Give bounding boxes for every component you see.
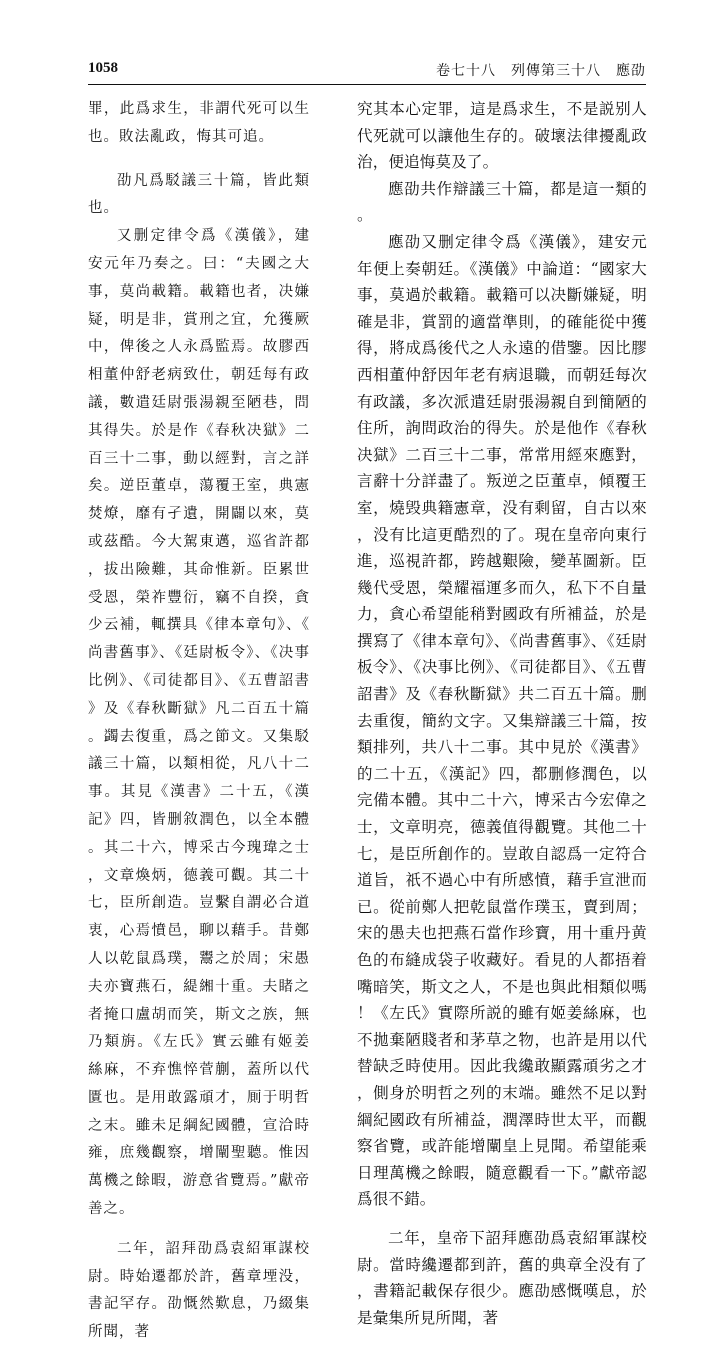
translation-paragraph: 二年，皇帝下詔拜應劭爲袁紹軍謀校尉。當時纔遷都到許，舊的典章全没有了，書籍記載保存很少。應劭感慨嘆息，於是彙集所見所聞，著 (357, 1228, 647, 1327)
running-title: 卷七十八 列傳第三十八 應劭 (436, 63, 646, 79)
classical-paragraph: 劭凡爲駁議三十篇，皆此類也。 (88, 172, 310, 217)
classical-paragraph: 罪，此爲求生，非謂代死可以生也。敗法亂政，悔其可追。 (88, 101, 310, 145)
page-header (88, 58, 646, 85)
classical-paragraph: 又删定律令爲《漢儀》，建安元年乃奏之。曰：“夫國之大事，莫尚載籍。載籍也者，决嫌疑，明是非，賞刑之宜，允獲厥中，俾後之人永爲監焉。故膠西相董仲舒老病致仕，朝廷每有政議，數遣廷尉張湯親至陋巷，問其得失。於是作《春秋决獄》二百三十二事，動以經對，言之詳矣。逆臣董卓，蕩覆王室，典憲焚燎，靡有孑遺，開闢以來，莫或茲酷。今大駕東邁，巡省許都，拔出險難，其命惟新。臣累世受恩，榮祚豐衍，竊不自揆，貪少云補，輒撰具《律本章句》、《尚書舊事》、《廷尉板令》、《决事比例》、《司徒都目》、《五曹詔書》及《春秋斷獄》凡二百五十篇。蠲去復重，爲之節文。又集駁議三十篇，以類相從，凡八十二事。其見《漢書》二十五，《漢記》四，皆删敘潤色，以全本體。其二十六，博采古今瑰瑋之士，文章煥炳，德義可觀。其二十七，臣所創造。豈繫自謂必合道衷，心焉憤邑，聊以藉手。昔鄭人以乾鼠爲璞，鬻之於周；宋愚夫亦寶燕石，緹緗十重。夫睹之者掩口盧胡而笑，斯文之族，無乃類旃。《左氏》實云雖有姬姜絲麻，不弃憔悴菅蒯，蓋所以代匱也。是用敢露頑才，厠于明哲之末。雖未足綱紀國體，宣洽時雍，庶幾觀察，增闡聖聽。惟因萬機之餘暇，游意省覽焉。”獻帝善之。 (88, 228, 310, 1218)
page-number: 1058 (88, 60, 118, 76)
classical-paragraph: 二年，詔拜劭爲袁紹軍謀校尉。時始遷都於許，舊章堙没，書記罕存。劭慨然歎息，乃綴集所聞，著 (88, 1240, 310, 1341)
translation-paragraph: 究其本心定罪，這是爲求生，不是説别人代死就可以讓他生存的。破壞法律擾亂政治，便追悔莫及了。 (357, 100, 647, 172)
translation-column (357, 96, 647, 1331)
classical-text-column (88, 96, 310, 1347)
translation-paragraph: 應劭共作辯議三十篇，都是這一類的。 (357, 179, 647, 225)
translation-paragraph: 應劭又删定律令爲《漢儀》，建安元年便上奏朝廷。《漢儀》中論道：“國家大事，莫過於載籍。載籍可以决斷嫌疑，明確是非，賞罰的適當準則，的確能從中獲得，將成爲後代之人永遠的借鑒。因比膠西相董仲舒因年老有病退職，而朝廷每次有政議，多次派遣廷尉張湯親自到簡陋的住所，詢問政治的得失。於是他作《春秋决獄》二百三十二事，常常用經來應對，言辭十分詳盡了。叛逆之臣董卓，傾覆王室，燒毁典籍憲章，没有剩留，自古以來，没有比這更酷烈的了。現在皇帝向東行進，巡視許都，跨越艱險，變革圖新。臣幾代受恩，榮耀福運多而久，私下不自量力，貪心希望能稍對國政有所補益，於是撰寫了《律本章句》、《尚書舊事》、《廷尉板令》、《决事比例》、《司徒都目》、《五曹詔書》及《春秋斷獄》共二百五十篇。删去重復，簡約文字。又集辯議三十篇，按類排列，共八十二事。其中見於《漢書》的二十五，《漢記》四，都删修潤色，以完備本體。其中二十六，博采古今宏偉之士，文章明亮，德義值得觀覽。其他二十七，是臣所創作的。豈敢自認爲一定符合道旨，祇不過心中有所感憤，藉手宣泄而已。從前鄭人把乾鼠當作璞玉，賣到周；宋的愚夫也把燕石當作珍寶，用十重丹黄色的布縫成袋子收藏好。看見的人都捂着嘴暗笑，斯文之人，不是也與此相類似嗎！《左氏》實際所説的雖有姬姜絲麻，也不拋棄陋賤者和茅草之物，也許是用以代替缺乏時使用。因此我纔敢顯露頑劣之才，側身於明哲之列的末端。雖然不足以對綱紀國政有所補益，潤澤時世太平，而觀察省覽，或許能增闡皇上見聞。希望能乘日理萬機之餘暇，隨意觀看一下。”獻帝認爲很不錯。 (357, 232, 647, 1209)
